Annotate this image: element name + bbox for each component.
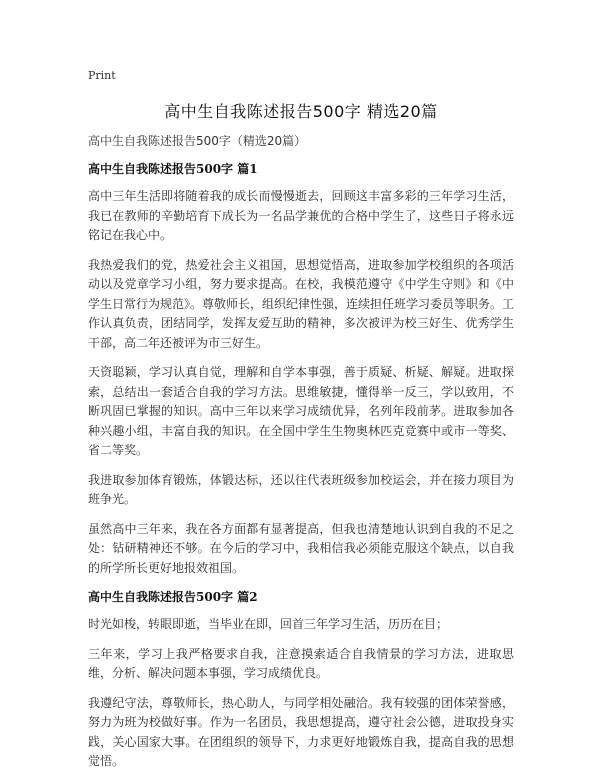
paragraph: 三年来，学习上我严格要求自我，注意摸索适合自我情景的学习方法，进取思维，分析、解决问题本事强，学习成绩优良。: [88, 646, 514, 680]
paragraph: 虽然高中三年来，我在各方面都有显著提高，但我也清楚地认识到自我的不足之处：钻研精神还不够。在今后的学习中，我相信我必须能克服这个缺点，以自我的所学所长更好地报效祖国。: [88, 521, 514, 575]
paragraph: 时光如梭，转眼即逝，当毕业在即，回首三年学习生活，历历在目；: [88, 617, 449, 631]
paragraph: 我热爱我们的党，热爱社会主义祖国，思想觉悟高，进取参加学校组织的各项活动以及党章学习小组，努力要求提高。在校，我模范遵守《中学生守则》和《中学生日常行为规范》。尊敬师长，组织纪律性强，连续担任班学习委员等职务。工作认真负责，团结同学，发挥友爱互助的精神，多次被评为校三好生、优秀学生干部，高二年还被评为市三好生。: [88, 257, 515, 350]
print-link[interactable]: Print: [88, 69, 116, 82]
paragraph: 天资聪颖，学习认真自觉，理解和自学本事强，善于质疑、析疑、解疑。进取探索，总结出一套适合自我的学习方法。思维敏捷，懂得举一反三，学以致用，不断巩固已掌握的知识。高中三年以来学习成绩优异，名列年段前茅。进取参加各种兴趣小组，丰富自我的知识。在全国中学生生物奥林匹克竞赛中或市一等奖、省二等奖。: [88, 365, 514, 457]
section-heading-2: 高中生自我陈述报告500字 篇2: [88, 590, 258, 604]
paragraph: 我进取参加体育锻炼，体锻达标，还以往代表班级参加校运会，并在接力项目为班争光。: [88, 472, 514, 506]
paragraph: 我遵纪守法，尊敬师长，热心助人，与同学相处融洽。我有较强的团体荣誉感，努力为班为校做好事。作为一名团员，我思想提高，遵守社会公德，进取投身实践，关心国家大事。在团组织的领导下，力求更好地锻炼自我，提高自我的思想觉悟。: [88, 695, 514, 768]
section-heading-1: 高中生自我陈述报告500字 篇1: [88, 162, 258, 176]
document-subtitle: 高中生自我陈述报告500字（精选20篇）: [88, 134, 307, 148]
page-title: 高中生自我陈述报告500字 精选20篇: [164, 102, 438, 121]
paragraph: 高中三年生活即将随着我的成长而慢慢逝去，回顾这丰富多彩的三年学习生活，我已在教师的辛勤培育下成长为一名品学兼优的合格中学生了，这些日子将永远铭记在我心中。: [88, 189, 514, 242]
